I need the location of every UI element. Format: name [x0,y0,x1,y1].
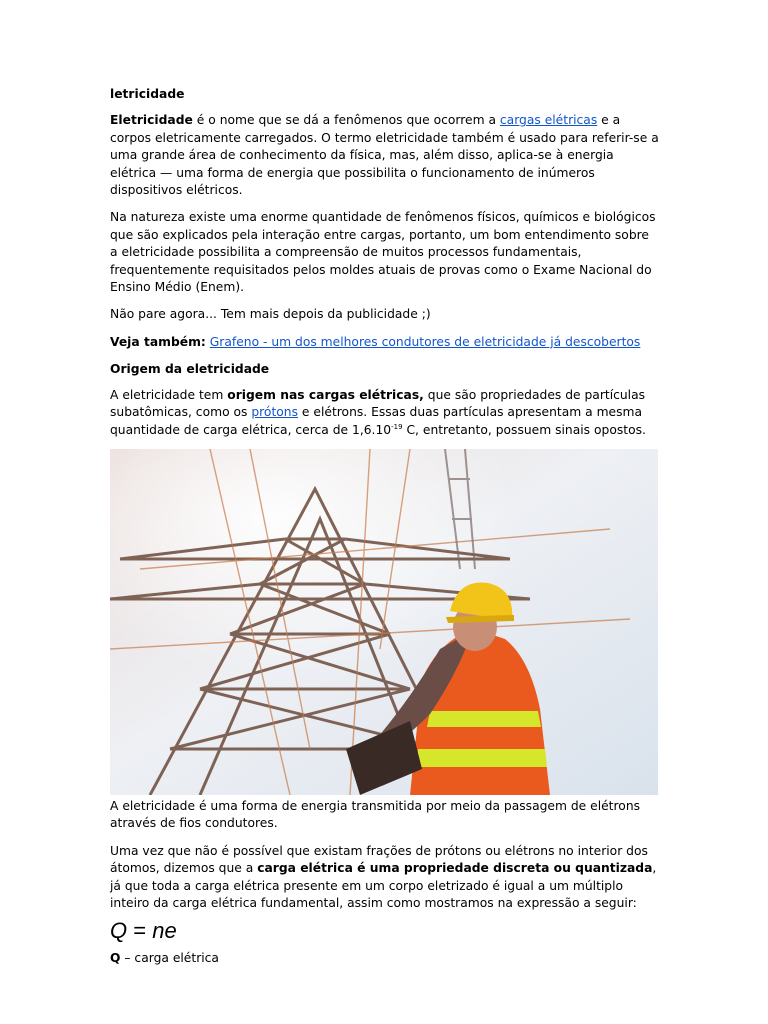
power-tower-photo [110,449,658,795]
charge-formula: Q = ne [110,918,177,944]
grafeno-link[interactable]: Grafeno - um dos melhores condutores de eletricidade já descobertos [209,334,641,349]
page-title: letricidade [110,87,185,101]
quantization-paragraph: Uma vez que não é possível que existam frações de prótons ou elétrons no interior dos átomos, dizemos que a carga elétrica é uma propriedade discreta ou quantizada, já que toda a carga elétrica presente em um corpo eletrizado é igual a um múltiplo inteiro da carga elétrica fundamental, assim como mostramos na expressão a seguir: [110,843,657,910]
definition-q: Q – carga elétrica [110,951,219,966]
intro-paragraph: Eletricidade é o nome que se dá a fenômenos que ocorrem a cargas elétricas e a corpos eletricamente carregados. O termo eletricidade também é usado para referir-se a uma grande área de conhecimento da física, mas, além disso, aplica-se à energia elétrica — uma forma de energia que possibilita o funcionamento de inúmeros dispositivos elétricos. [110,113,659,198]
ad-notice: Não pare agora... Tem mais depois da publicidade ;) [110,307,431,322]
nature-paragraph: Na natureza existe uma enorme quantidade de fenômenos físicos, químicos e biológicos que são explicados pela interação entre cargas, portanto, um bom entendimento sobre a eletricidade possibilita a compreensão de muitos processos fundamentais, frequentemente requisitados pelos moldes atuais de provas como o Exame Nacional do Ensino Médio (Enem). [110,210,656,295]
origin-paragraph: A eletricidade tem origem nas cargas elétricas, que são propriedades de partículas subatômicas, como os prótons e elétrons. Essas duas partículas apresentam a mesma quantidade de carga elétrica, cerca de $1,6.10^{-19}$ C, entretanto, possuem sinais opostos. [110,387,646,437]
photo-caption: A eletricidade é uma forma de energia transmitida por meio da passagem de elétrons através de fios condutores. [110,798,641,831]
document-page [110,86,660,978]
see-also-label: Veja também: [110,334,206,349]
protons-link[interactable]: prótons [251,405,299,420]
see-also [110,334,660,351]
cargas-eletricas-link[interactable]: cargas elétricas [499,113,598,128]
section-heading: Origem da eletricidade [110,362,270,377]
term-bold: Eletricidade [110,113,193,128]
